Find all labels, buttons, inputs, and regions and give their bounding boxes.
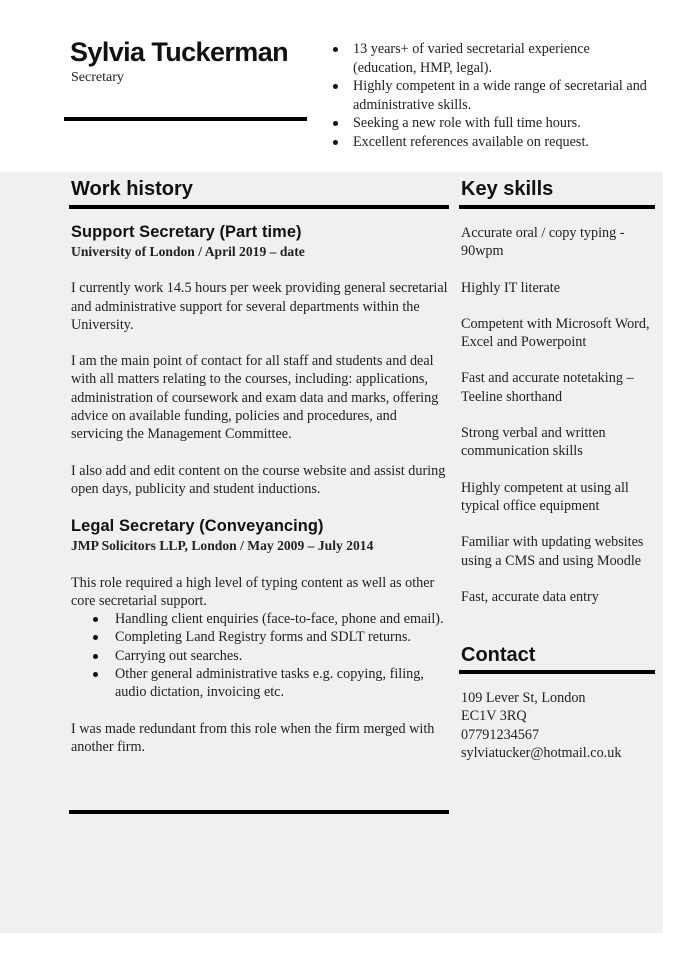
duty-item: Completing Land Registry forms and SDLT returns.	[71, 628, 451, 646]
summary-item: Highly competent in a wide range of secretarial and administrative skills.	[330, 77, 650, 114]
skill-item: Fast and accurate notetaking – Teeline shorthand	[461, 370, 634, 405]
duties-list	[71, 610, 451, 701]
header-divider	[64, 117, 307, 121]
job-entry	[71, 516, 451, 756]
job-title: Legal Secretary (Conveyancing)	[71, 517, 324, 536]
contact-divider	[459, 670, 655, 674]
work-history-section	[71, 222, 451, 774]
skill-item: Highly competent at using all typical office equipment	[461, 479, 629, 514]
work-history-bottom-divider	[69, 810, 449, 814]
contact-email[interactable]: sylviatucker@hotmail.co.uk	[461, 744, 622, 761]
skill-item: Competent with Microsoft Word, Excel and Powerpoint	[461, 315, 650, 351]
key-skills-divider	[459, 205, 655, 209]
job-description: I am the main point of contact for all staff and students and deal with all matters relating to the courses, including: applications, administration of coursework and exam data and marks, offering advice on available funding, policies and procedures, and servicing the Management Committee.	[71, 353, 439, 443]
skill-item: Strong verbal and written communication skills	[461, 425, 606, 460]
skill-item: Highly IT literate	[461, 279, 561, 296]
job-title: Support Secretary (Part time)	[71, 223, 302, 241]
key-skills-section	[461, 224, 656, 624]
skill-item: Fast, accurate data entry	[461, 588, 599, 605]
job-employer-dates: University of London / April 2019 – date	[71, 244, 305, 259]
job-description: I was made redundant from this role when the firm merged with another firm.	[71, 720, 435, 755]
skill-item: Accurate oral / copy typing - 90wpm	[461, 225, 625, 260]
summary-item: Seeking a new role with full time hours.	[330, 114, 650, 133]
skill-item: Familiar with updating websites using a CMS and using Moodle	[461, 534, 644, 569]
job-description: I currently work 14.5 hours per week providing general secretarial and administrative support for several departments within the University.	[71, 280, 448, 333]
job-description: I also add and edit content on the course website and assist during open days, publicity and student inductions.	[71, 462, 446, 497]
duty-item: Other general administrative tasks e.g. copying, filing, audio dictation, invoicing etc.	[71, 665, 451, 702]
summary-item: Excellent references available on request.	[330, 133, 650, 152]
candidate-role: Secretary	[71, 70, 124, 85]
contact-heading: Contact	[461, 644, 536, 666]
summary-item: 13 years+ of varied secretarial experience (education, HMP, legal).	[330, 40, 650, 77]
job-employer-dates: JMP Solicitors LLP, London / May 2009 – July 2014	[71, 538, 374, 554]
contact-address-line1: 109 Lever St, London	[461, 690, 586, 706]
contact-phone: 07791234567	[461, 726, 540, 743]
key-skills-heading: Key skills	[461, 178, 554, 200]
work-history-heading: Work history	[71, 178, 193, 200]
duty-item: Carrying out searches.	[71, 647, 451, 665]
candidate-name: Sylvia Tuckerman	[70, 37, 289, 67]
duty-item: Handling client enquiries (face-to-face, phone and email).	[71, 610, 451, 628]
contact-postcode: EC1V 3RQ	[461, 708, 527, 725]
job-description: This role required a high level of typing content as well as other core secretarial support.	[71, 574, 435, 609]
contact-section	[461, 689, 661, 762]
job-entry	[71, 222, 451, 498]
summary-list	[330, 40, 650, 152]
work-history-divider	[69, 205, 449, 209]
